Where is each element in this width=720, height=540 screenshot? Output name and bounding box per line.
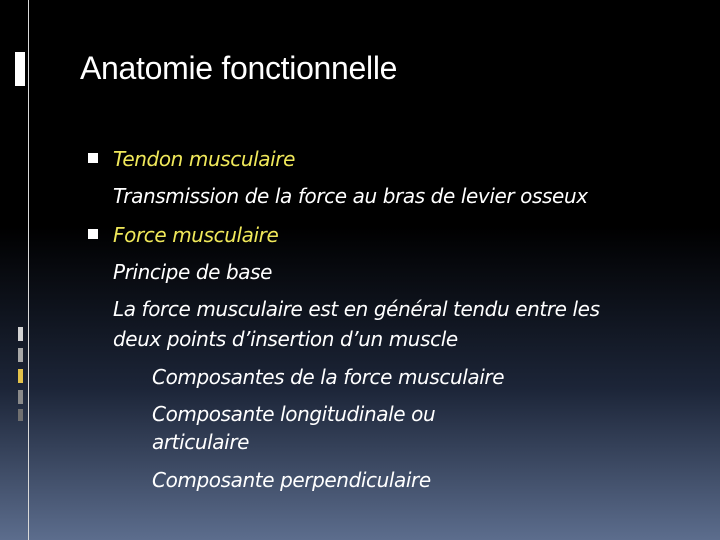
decorative-square — [18, 390, 23, 404]
left-divider-line — [28, 0, 29, 540]
body-line-force-tendue: La force musculaire est en général tendu entre les — [113, 297, 600, 321]
bullet-item-tendon: Tendon musculaire — [113, 147, 296, 171]
bullet-item-force: Force musculaire — [113, 223, 279, 247]
slide-title: Anatomie fonctionnelle — [80, 50, 398, 86]
bullet-square-icon — [88, 153, 98, 163]
sub-line-perpendiculaire: Composante perpendiculaire — [152, 468, 431, 492]
sub-line-composantes: Composantes de la force musculaire — [152, 365, 505, 389]
body-line-principe: Principe de base — [113, 260, 273, 284]
decorative-square — [18, 369, 23, 383]
body-line-transmission: Transmission de la force au bras de levier osseux — [113, 184, 588, 208]
sub-line-longitudinale: Composante longitudinale ou — [152, 402, 436, 426]
sub-line-articulaire: articulaire — [152, 430, 250, 454]
decorative-square — [18, 327, 23, 341]
body-line-insertion: deux points d’insertion d’un muscle — [113, 327, 458, 351]
decorative-square — [18, 409, 23, 421]
bullet-square-icon — [88, 229, 98, 239]
decorative-square — [18, 348, 23, 362]
title-accent-block — [15, 52, 25, 86]
